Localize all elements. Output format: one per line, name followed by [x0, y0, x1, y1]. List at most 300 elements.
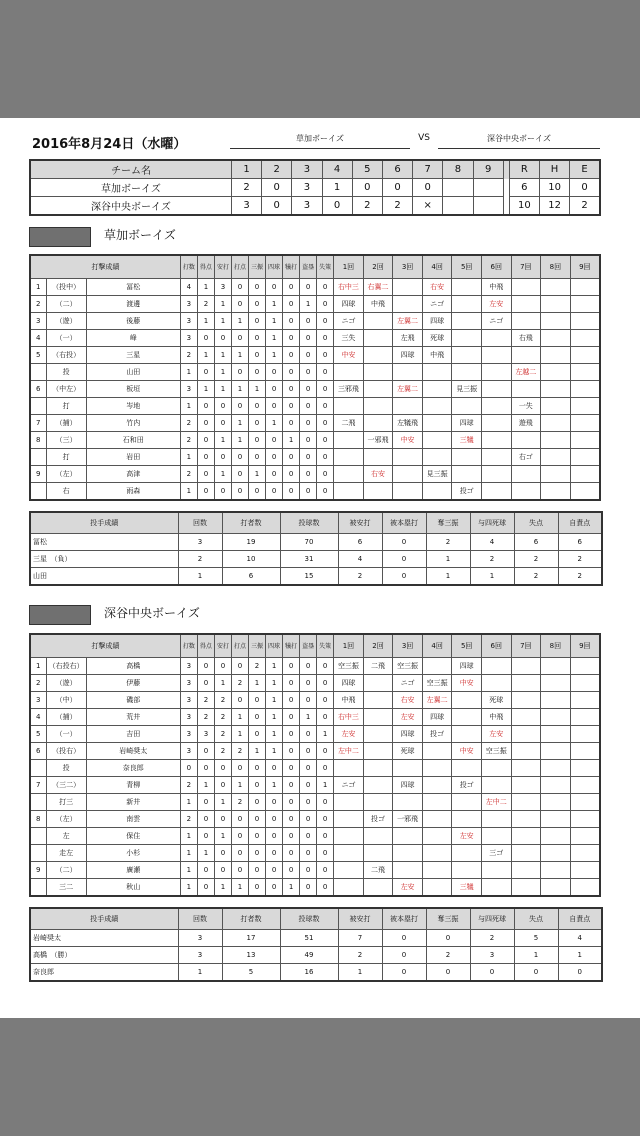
at-bat-result: [541, 466, 571, 483]
team-name-cell: 草加ボーイズ: [30, 179, 231, 197]
stat-value: 2: [180, 777, 197, 794]
stat-value: 1: [214, 675, 231, 692]
at-bat-result: [570, 279, 600, 296]
stat-value: 0: [231, 330, 248, 347]
inning-header: 4回: [422, 255, 452, 279]
at-bat-result: [363, 381, 393, 398]
pitching-stat: 0: [382, 551, 426, 568]
total-header: R: [509, 160, 539, 179]
inning-header: 8: [443, 160, 473, 179]
stat-value: 1: [317, 726, 334, 743]
pitcher-row: [30, 568, 602, 586]
pitching-stat: 70: [280, 534, 338, 551]
at-bat-result: [541, 760, 571, 777]
player-name: 荒井: [86, 709, 180, 726]
at-bat-result: [452, 449, 482, 466]
team1-color-bar: [29, 227, 91, 247]
at-bat-result: 中飛: [422, 347, 452, 364]
at-bat-result: [422, 415, 452, 432]
batter-row: [30, 743, 600, 760]
stat-value: 0: [317, 347, 334, 364]
stat-value: 0: [266, 279, 283, 296]
at-bat-result: 投ゴ: [363, 811, 393, 828]
stat-value: 1: [266, 743, 283, 760]
at-bat-result: [511, 432, 541, 449]
pitching-stat: 6: [338, 534, 382, 551]
position: （右投右）: [46, 658, 86, 675]
stat-value: 0: [317, 296, 334, 313]
stat-header: 安打: [214, 255, 231, 279]
at-bat-result: [422, 777, 452, 794]
stat-value: 2: [249, 658, 266, 675]
at-bat-result: [363, 777, 393, 794]
at-bat-result: [422, 381, 452, 398]
pitching-stat: 1: [178, 568, 222, 586]
position: （遊）: [46, 313, 86, 330]
pitching-stat: 2: [470, 551, 514, 568]
batter-row: [30, 483, 600, 501]
pitching-header: 回数: [178, 908, 222, 930]
batting-order: 7: [30, 415, 46, 432]
player-name: 廣瀬: [86, 862, 180, 879]
at-bat-result: [481, 415, 511, 432]
stat-value: 3: [197, 726, 214, 743]
at-bat-result: [422, 828, 452, 845]
stat-value: 0: [249, 483, 266, 501]
at-bat-result: 四球: [422, 313, 452, 330]
at-bat-result: [511, 675, 541, 692]
stat-value: 2: [231, 675, 248, 692]
at-bat-result: ニゴ: [481, 313, 511, 330]
at-bat-result: [452, 862, 482, 879]
at-bat-result: [452, 811, 482, 828]
at-bat-result: 三邪飛: [334, 381, 364, 398]
batter-row: [30, 760, 600, 777]
stat-value: 0: [249, 862, 266, 879]
at-bat-result: [393, 279, 423, 296]
inning-header: 2: [262, 160, 292, 179]
stat-value: 0: [197, 862, 214, 879]
at-bat-result: 左中二: [481, 794, 511, 811]
stat-header: 四球: [266, 634, 283, 658]
inning-score: 2: [231, 179, 261, 197]
inning-score: [473, 197, 503, 216]
at-bat-result: 右安: [393, 692, 423, 709]
stat-value: 1: [231, 777, 248, 794]
stat-value: 3: [180, 675, 197, 692]
stat-header: 得点: [197, 634, 214, 658]
batting-order: 8: [30, 432, 46, 449]
stat-value: 1: [214, 828, 231, 845]
at-bat-result: [511, 811, 541, 828]
stat-value: 0: [266, 760, 283, 777]
inning-header: 3回: [393, 255, 423, 279]
at-bat-result: 三ゴ: [481, 845, 511, 862]
stat-value: 1: [231, 709, 248, 726]
pitching-stat: 2: [426, 947, 470, 964]
at-bat-result: [541, 279, 571, 296]
inning-header: 3: [292, 160, 322, 179]
stat-value: 0: [317, 449, 334, 466]
at-bat-result: [363, 879, 393, 897]
stat-value: 1: [180, 845, 197, 862]
pitching-stat: 1: [514, 947, 558, 964]
stat-value: 1: [266, 692, 283, 709]
stat-value: 1: [231, 381, 248, 398]
at-bat-result: 一失: [511, 398, 541, 415]
stat-value: 0: [317, 845, 334, 862]
team-name-cell: 深谷中央ボーイズ: [30, 197, 231, 216]
stat-value: 0: [249, 879, 266, 897]
stat-value: 0: [300, 364, 317, 381]
at-bat-result: [363, 398, 393, 415]
at-bat-result: [570, 330, 600, 347]
at-bat-result: 右安: [363, 466, 393, 483]
at-bat-result: [511, 879, 541, 897]
batter-row: [30, 330, 600, 347]
team1-pitching-table: [29, 511, 603, 586]
at-bat-result: [481, 381, 511, 398]
at-bat-result: 二飛: [363, 658, 393, 675]
stat-value: 1: [300, 709, 317, 726]
total-score: 2: [570, 197, 600, 216]
stat-value: 0: [317, 862, 334, 879]
stat-value: 0: [249, 760, 266, 777]
stat-value: 0: [197, 398, 214, 415]
pitching-stat: 13: [222, 947, 280, 964]
stat-value: 1: [249, 675, 266, 692]
pitching-stat: 0: [382, 568, 426, 586]
position: （二）: [46, 862, 86, 879]
at-bat-result: [363, 828, 393, 845]
team-column-header: チーム名: [30, 160, 231, 179]
batting-order: 4: [30, 709, 46, 726]
stat-header: 打数: [180, 634, 197, 658]
batting-order: 6: [30, 381, 46, 398]
pitching-stat: 19: [222, 534, 280, 551]
at-bat-result: [570, 415, 600, 432]
batter-row: [30, 296, 600, 313]
pitcher-name: 山田: [30, 568, 178, 586]
at-bat-result: [511, 296, 541, 313]
pitching-header: 投手成績: [30, 512, 178, 534]
stat-value: 0: [214, 449, 231, 466]
at-bat-result: 中飛: [481, 709, 511, 726]
at-bat-result: [541, 692, 571, 709]
at-bat-result: [570, 658, 600, 675]
at-bat-result: [541, 879, 571, 897]
batter-row: [30, 845, 600, 862]
stat-value: 1: [231, 432, 248, 449]
stat-value: 0: [283, 862, 300, 879]
at-bat-result: [511, 709, 541, 726]
position: 投: [46, 760, 86, 777]
batting-order: 3: [30, 692, 46, 709]
player-name: 岑地: [86, 398, 180, 415]
stat-value: 0: [249, 364, 266, 381]
pitching-stat: 2: [558, 551, 602, 568]
at-bat-result: [511, 466, 541, 483]
at-bat-result: [541, 483, 571, 501]
at-bat-result: [393, 845, 423, 862]
stat-value: 1: [180, 449, 197, 466]
at-bat-result: [541, 415, 571, 432]
pitcher-row: [30, 930, 602, 947]
stat-value: 0: [231, 692, 248, 709]
player-name: 竹内: [86, 415, 180, 432]
pitching-stat: 0: [382, 534, 426, 551]
at-bat-result: [452, 845, 482, 862]
at-bat-result: [422, 398, 452, 415]
stat-value: 1: [283, 879, 300, 897]
at-bat-result: 見三振: [452, 381, 482, 398]
batting-order: [30, 794, 46, 811]
stat-header: 盗塁: [300, 634, 317, 658]
stat-value: 0: [231, 658, 248, 675]
batter-row: [30, 709, 600, 726]
stat-value: 0: [300, 466, 317, 483]
inning-header: 9回: [570, 255, 600, 279]
at-bat-result: [541, 296, 571, 313]
pitching-stat: 6: [222, 568, 280, 586]
stat-value: 0: [317, 743, 334, 760]
inning-score: [473, 179, 503, 197]
at-bat-result: [422, 811, 452, 828]
stat-value: 1: [180, 828, 197, 845]
stat-value: 0: [214, 658, 231, 675]
at-bat-result: [570, 364, 600, 381]
inning-score: 3: [231, 197, 261, 216]
stat-value: 2: [214, 709, 231, 726]
at-bat-result: 右飛: [511, 330, 541, 347]
stat-value: 2: [180, 347, 197, 364]
at-bat-result: [570, 828, 600, 845]
at-bat-result: 左越二: [511, 364, 541, 381]
batter-row: [30, 828, 600, 845]
pitching-stat: 16: [280, 964, 338, 982]
at-bat-result: [363, 415, 393, 432]
at-bat-result: 右安: [422, 279, 452, 296]
pitching-stat: 0: [426, 930, 470, 947]
at-bat-result: [452, 726, 482, 743]
inning-score: 0: [322, 197, 352, 216]
batting-order: 9: [30, 862, 46, 879]
stat-value: 0: [231, 279, 248, 296]
game-date: 2016年8月24日（水曜）: [32, 137, 187, 152]
stat-value: 0: [283, 466, 300, 483]
at-bat-result: ニゴ: [334, 777, 364, 794]
at-bat-result: [334, 398, 364, 415]
at-bat-result: 投ゴ: [452, 483, 482, 501]
batter-row: [30, 432, 600, 449]
pitching-header: 被安打: [338, 908, 382, 930]
position: （左）: [46, 811, 86, 828]
position: （一）: [46, 726, 86, 743]
batting-order: 2: [30, 675, 46, 692]
at-bat-result: [541, 347, 571, 364]
at-bat-result: [363, 483, 393, 501]
at-bat-result: [481, 777, 511, 794]
at-bat-result: [541, 381, 571, 398]
stat-value: 3: [180, 381, 197, 398]
stat-value: 0: [197, 675, 214, 692]
at-bat-result: [570, 862, 600, 879]
stat-value: 0: [283, 279, 300, 296]
stat-value: 1: [214, 347, 231, 364]
bottom-frame: [0, 1018, 640, 1136]
at-bat-result: 左安: [481, 726, 511, 743]
at-bat-result: 四球: [393, 347, 423, 364]
stat-value: 0: [249, 449, 266, 466]
at-bat-result: [511, 658, 541, 675]
at-bat-result: [363, 364, 393, 381]
at-bat-result: [481, 483, 511, 501]
at-bat-result: [334, 794, 364, 811]
at-bat-result: [452, 279, 482, 296]
at-bat-result: [570, 313, 600, 330]
at-bat-result: [393, 828, 423, 845]
position: （捕）: [46, 415, 86, 432]
stat-value: 0: [283, 449, 300, 466]
stat-value: 0: [317, 879, 334, 897]
at-bat-result: [511, 845, 541, 862]
at-bat-result: [393, 296, 423, 313]
pitching-header: 失点: [514, 512, 558, 534]
stat-value: 0: [283, 777, 300, 794]
at-bat-result: 右中三: [334, 709, 364, 726]
inning-header: 1回: [334, 634, 364, 658]
pitching-stat: 2: [514, 551, 558, 568]
at-bat-result: [570, 466, 600, 483]
stat-value: 0: [266, 862, 283, 879]
pitching-stat: 2: [338, 947, 382, 964]
at-bat-result: [452, 398, 482, 415]
inning-header: 9: [473, 160, 503, 179]
pitching-header: 被安打: [338, 512, 382, 534]
pitching-header: 打者数: [222, 512, 280, 534]
at-bat-result: [541, 675, 571, 692]
at-bat-result: [511, 862, 541, 879]
stat-value: 0: [300, 347, 317, 364]
stat-value: 0: [249, 726, 266, 743]
stat-value: 0: [231, 862, 248, 879]
stat-value: 1: [283, 432, 300, 449]
stat-value: 1: [266, 313, 283, 330]
position: 打三: [46, 794, 86, 811]
at-bat-result: [570, 811, 600, 828]
at-bat-result: [452, 466, 482, 483]
at-bat-result: ニゴ: [422, 296, 452, 313]
batting-order: 2: [30, 296, 46, 313]
stat-value: 1: [266, 296, 283, 313]
at-bat-result: [334, 364, 364, 381]
player-name: 青柳: [86, 777, 180, 794]
stat-value: 1: [197, 845, 214, 862]
inning-header: 8回: [541, 255, 571, 279]
stat-value: 0: [283, 726, 300, 743]
stat-value: 0: [214, 415, 231, 432]
position: （投右）: [46, 743, 86, 760]
stat-value: 0: [249, 709, 266, 726]
at-bat-result: [541, 828, 571, 845]
stat-value: 1: [197, 381, 214, 398]
batter-row: [30, 415, 600, 432]
pitching-stat: 1: [470, 568, 514, 586]
at-bat-result: [481, 466, 511, 483]
scoreboard-row: [30, 179, 600, 197]
stat-value: 0: [300, 777, 317, 794]
position: （左）: [46, 466, 86, 483]
stat-value: 0: [317, 692, 334, 709]
at-bat-result: [511, 726, 541, 743]
player-name: 石和田: [86, 432, 180, 449]
stat-value: 0: [266, 811, 283, 828]
pitching-header: 奪三振: [426, 512, 470, 534]
position: （中左）: [46, 381, 86, 398]
at-bat-result: 四球: [334, 296, 364, 313]
stat-value: 1: [231, 347, 248, 364]
inning-score: 0: [262, 179, 292, 197]
batting-order: [30, 760, 46, 777]
stat-value: 1: [214, 313, 231, 330]
at-bat-result: [481, 347, 511, 364]
player-name: 伊藤: [86, 675, 180, 692]
inning-header: 4: [322, 160, 352, 179]
stat-value: 0: [283, 364, 300, 381]
stat-value: 2: [231, 743, 248, 760]
player-name: 高津: [86, 466, 180, 483]
at-bat-result: 左中二: [334, 743, 364, 760]
pitching-stat: 7: [338, 930, 382, 947]
stat-value: 0: [317, 313, 334, 330]
at-bat-result: [452, 347, 482, 364]
stat-value: 0: [249, 692, 266, 709]
stat-value: 0: [249, 296, 266, 313]
stat-value: 3: [180, 296, 197, 313]
inning-header: 7回: [511, 634, 541, 658]
at-bat-result: [363, 692, 393, 709]
at-bat-result: [511, 279, 541, 296]
at-bat-result: 右ゴ: [511, 449, 541, 466]
stat-value: 0: [214, 760, 231, 777]
inning-header: 6回: [481, 634, 511, 658]
position: 三二: [46, 879, 86, 897]
at-bat-result: [452, 760, 482, 777]
batter-row: [30, 811, 600, 828]
stat-header: 安打: [214, 634, 231, 658]
pitching-stat: 1: [338, 964, 382, 982]
stat-value: 0: [300, 483, 317, 501]
player-name: 磯部: [86, 692, 180, 709]
at-bat-result: [570, 432, 600, 449]
batting-order: [30, 483, 46, 501]
at-bat-result: [570, 794, 600, 811]
stat-value: 1: [231, 313, 248, 330]
stat-value: 1: [214, 296, 231, 313]
stat-value: 0: [197, 743, 214, 760]
inning-header: 6: [382, 160, 412, 179]
at-bat-result: [511, 483, 541, 501]
at-bat-result: 一邪飛: [363, 432, 393, 449]
stat-value: 0: [317, 432, 334, 449]
stat-value: 0: [283, 692, 300, 709]
pitching-header: 打者数: [222, 908, 280, 930]
stat-value: 1: [180, 398, 197, 415]
at-bat-result: [511, 347, 541, 364]
pitching-stat: 4: [338, 551, 382, 568]
stat-value: 0: [300, 879, 317, 897]
stat-value: 0: [197, 879, 214, 897]
